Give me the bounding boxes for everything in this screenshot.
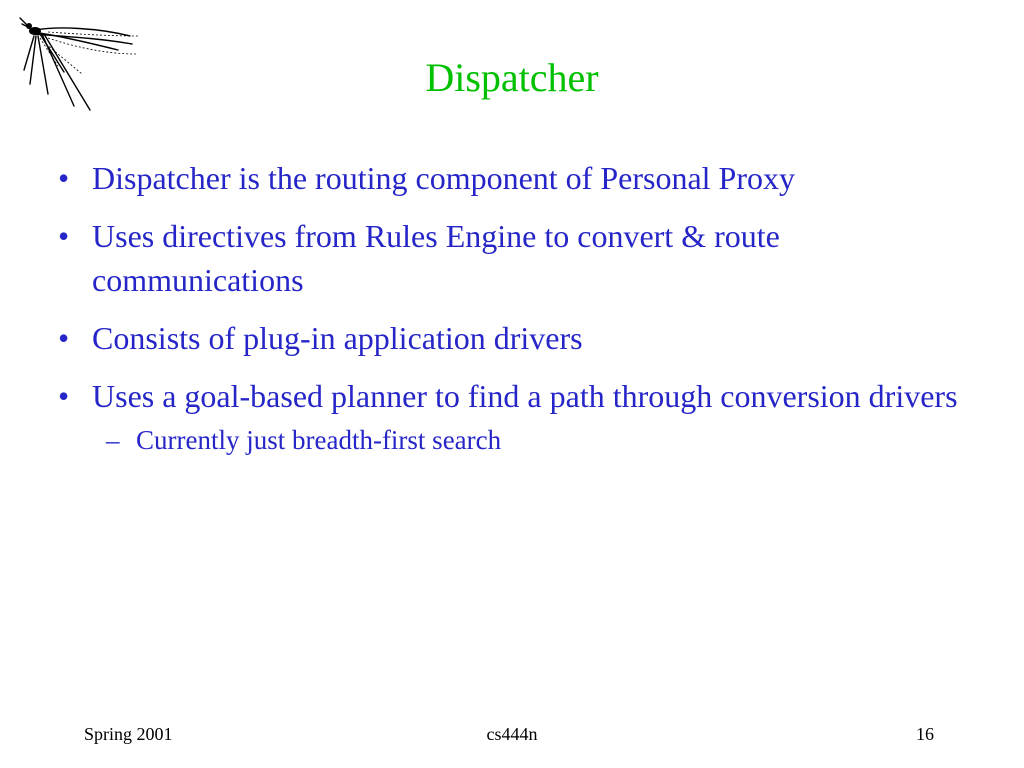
bullet-text: Dispatcher is the routing component of Personal Proxy <box>92 160 795 196</box>
bullet-list <box>58 156 988 458</box>
bullet-marker: • <box>58 218 70 254</box>
sub-bullet-marker: – <box>106 425 120 455</box>
bullet-text: Uses directives from Rules Engine to convert & route communications <box>92 218 780 298</box>
bullet-marker: • <box>58 320 70 356</box>
bullet-marker: • <box>58 160 70 196</box>
bullet-text: Consists of plug-in application drivers <box>92 320 583 356</box>
sub-bullet-text: Currently just breadth-first search <box>136 425 502 455</box>
bullet-item <box>58 316 988 360</box>
slide-title: Dispatcher <box>425 55 599 100</box>
bullet-item <box>58 214 988 302</box>
footer-term: Spring 2001 <box>84 724 173 744</box>
bullet-text: Uses a goal-based planner to find a path through conversion drivers <box>92 378 958 414</box>
sub-bullet-item <box>58 422 988 458</box>
bullet-item <box>58 374 988 418</box>
footer-course: cs444n <box>486 724 538 744</box>
bullet-item <box>58 156 988 200</box>
bullet-marker: • <box>58 378 70 414</box>
footer-page-number: 16 <box>916 724 934 744</box>
